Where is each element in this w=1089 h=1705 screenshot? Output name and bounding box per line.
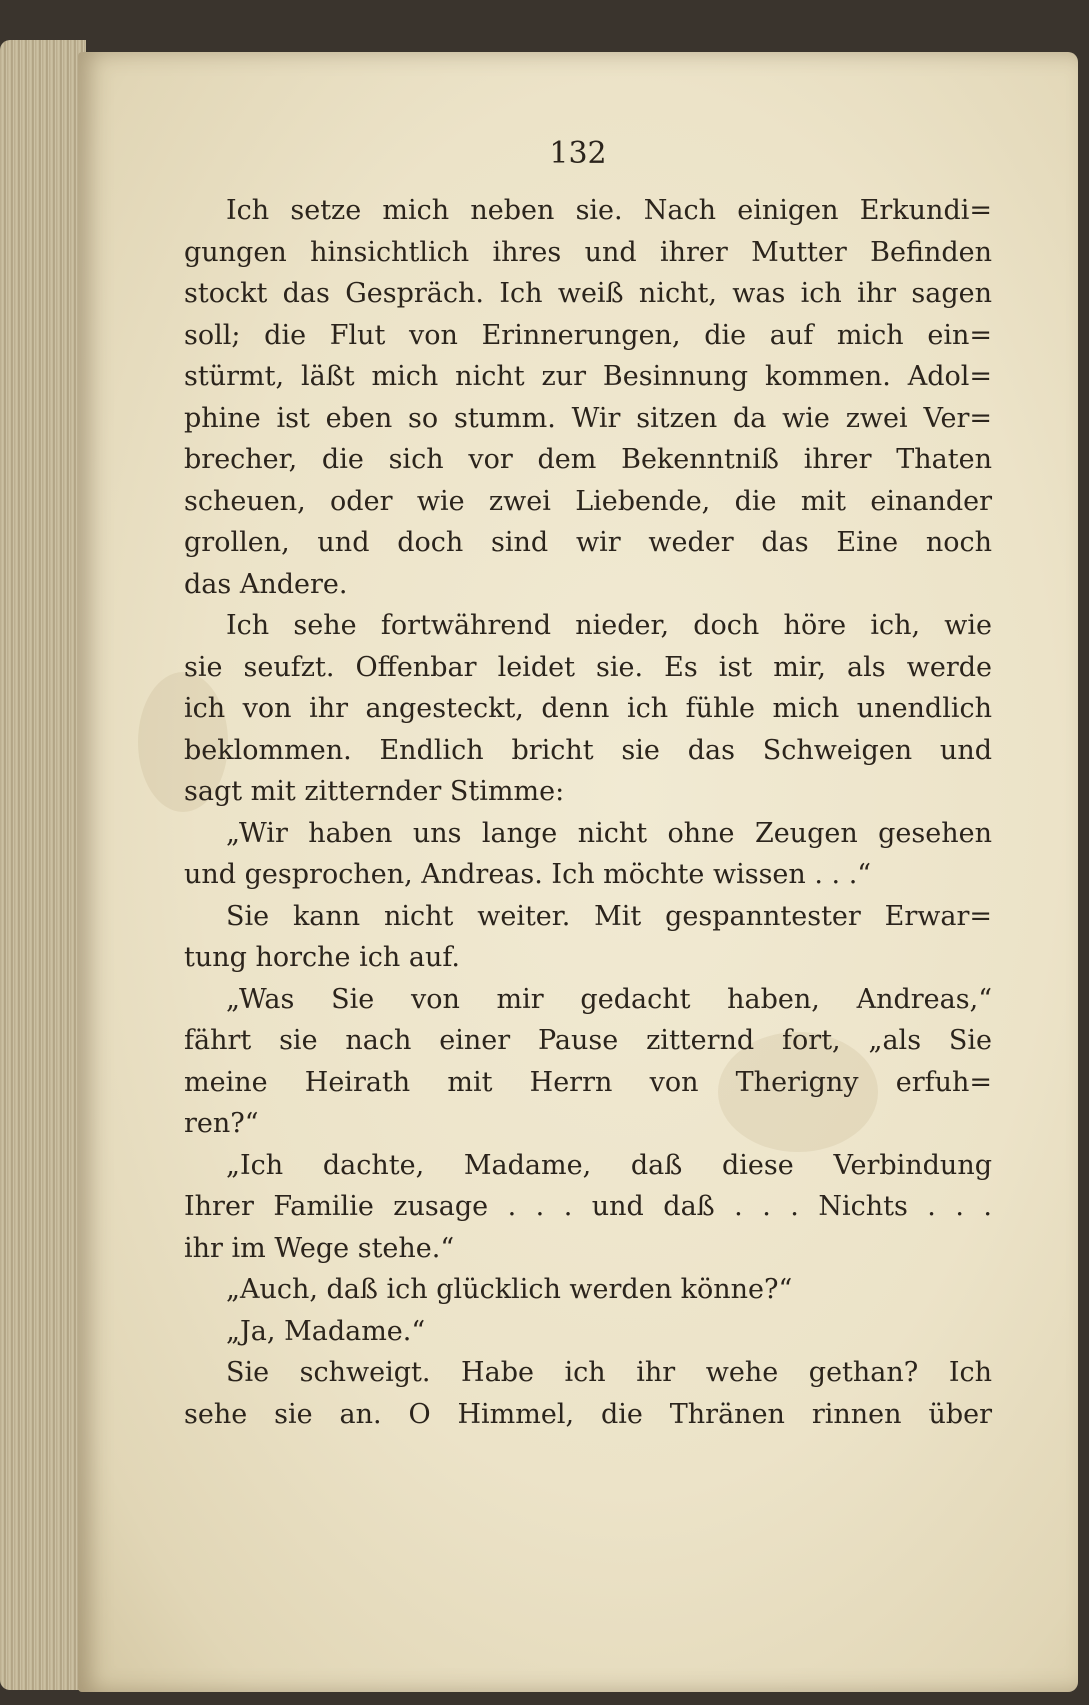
text-line: tung horche ich auf. — [184, 942, 460, 973]
text-line: stürmt, läßt mich nicht zur Besinnung kommen. Adol= — [184, 361, 992, 392]
text-line: scheuen, oder wie zwei Liebende, die mit einander — [184, 485, 992, 517]
text-line: phine ist eben so stumm. Wir sitzen da wie zwei Ver= — [184, 402, 992, 434]
text-line: stockt das Gespräch. Ich weiß nicht, was ich ihr sagen — [184, 278, 992, 309]
text-line: grollen, und doch sind wir weder das Eine noch — [184, 527, 992, 558]
text-line: Ich setze mich neben sie. Nach einigen Erkundi= — [226, 195, 992, 226]
body-text — [184, 190, 992, 1435]
text-line: „Ja, Madame.“ — [226, 1315, 426, 1347]
text-line: das Andere. — [184, 568, 348, 600]
text-line: Sie schweigt. Habe ich ihr wehe gethan? Ich — [226, 1357, 992, 1388]
text-line: und gesprochen, Andreas. Ich möchte wissen . . .“ — [184, 859, 872, 890]
text-line: „Wir haben uns lange nicht ohne Zeugen gesehen — [226, 817, 992, 849]
text-line: brecher, die sich vor dem Bekenntniß ihrer Thaten — [184, 444, 992, 475]
page-stack-edge — [0, 40, 86, 1690]
text-line: sagt mit zitternder Stimme: — [184, 776, 565, 807]
text-line: Ich sehe fortwährend nieder, doch höre ich, wie — [226, 610, 992, 641]
text-line: beklommen. Endlich bricht sie das Schweigen und — [184, 734, 992, 766]
text-line: sehe sie an. O Himmel, die Thränen rinnen über — [184, 1398, 992, 1430]
text-line: sie seufzt. Offenbar leidet sie. Es ist mir, als werde — [184, 651, 992, 683]
text-line: ich von ihr angesteckt, denn ich fühle mich unendlich — [184, 693, 992, 724]
text-line: ihr im Wege stehe.“ — [184, 1232, 455, 1264]
text-line: „Auch, daß ich glücklich werden könne?“ — [226, 1274, 793, 1305]
book-page — [78, 52, 1078, 1692]
text-line: „Ich dachte, Madame, daß diese Verbindung — [226, 1149, 992, 1181]
text-line: ren?“ — [184, 1108, 259, 1139]
text-line: soll; die Flut von Erinnerungen, die auf mich ein= — [184, 319, 992, 351]
page-number: 132 — [549, 136, 607, 171]
text-line: fährt sie nach einer Pause zitternd fort, „als Sie — [184, 1025, 992, 1056]
text-line: meine Heirath mit Herrn von Therigny erfuh= — [184, 1066, 992, 1098]
text-line: gungen hinsichtlich ihres und ihrer Mutter Befinden — [184, 236, 992, 268]
text-line: „Was Sie von mir gedacht haben, Andreas,“ — [226, 983, 992, 1015]
text-line: Ihrer Familie zusage . . . und daß . . . Nichts . . . — [184, 1191, 992, 1222]
text-line: Sie kann nicht weiter. Mit gespanntester Erwar= — [226, 900, 992, 932]
